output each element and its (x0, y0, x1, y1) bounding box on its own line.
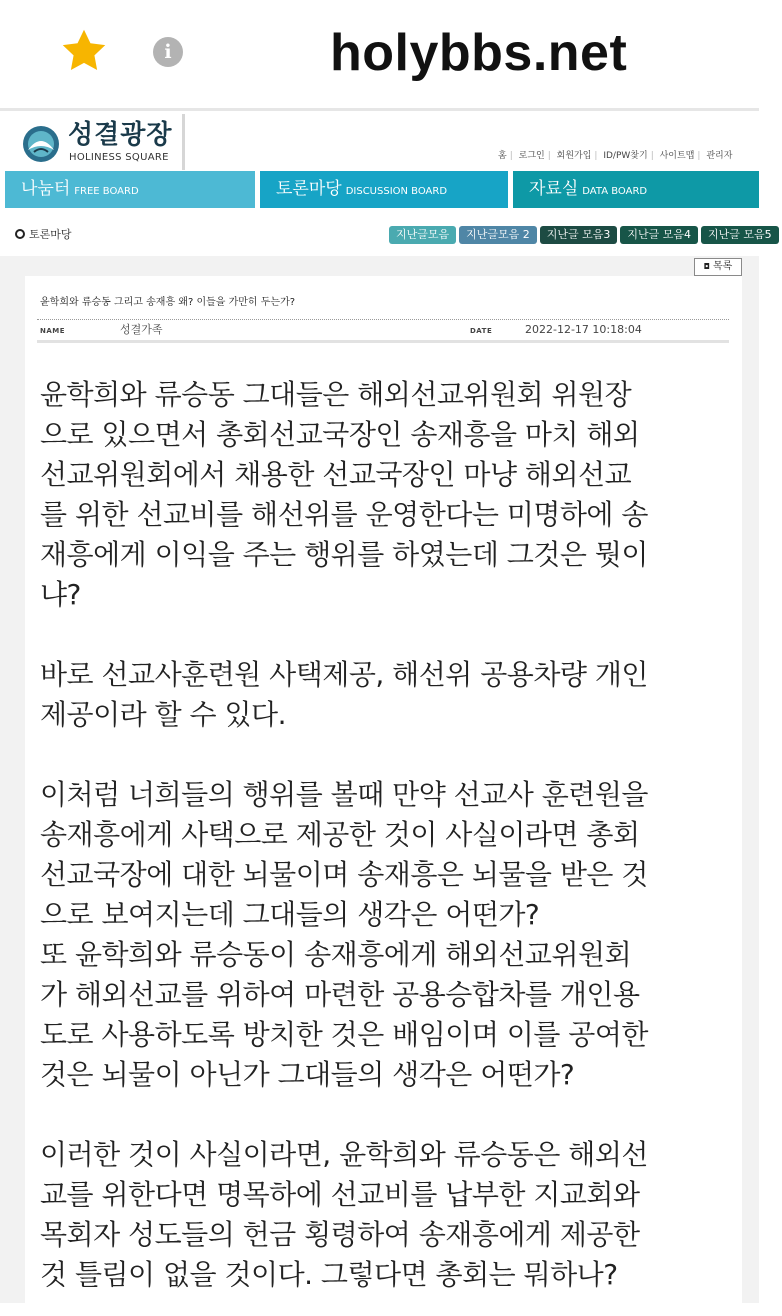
toplink-login[interactable]: 로그인 (518, 151, 545, 161)
nav-sublabel: DATA BOARD (582, 186, 648, 197)
body-line: 선교국장에 대한 뇌물이며 송재흥은 뇌물을 받은 것 (40, 858, 648, 891)
body-line: 냐? (40, 578, 81, 611)
paragraph-gap (40, 615, 740, 655)
archive-buttons (389, 226, 782, 244)
body-line: 목회자 성도들의 헌금 횡령하여 송재흥에게 제공한 (40, 1218, 640, 1251)
list-button[interactable] (694, 258, 742, 276)
top-links: 홈 | 로그인 | 회원가입 | ID/PW찾기 | 사이트맵 | 관리자 (498, 151, 733, 161)
nav-label: 토론마당 (276, 179, 342, 199)
body-line: 가 해외선교를 위하여 마련한 공용승합차를 개인용 (40, 978, 640, 1011)
author-name: 성결가족 (120, 323, 163, 336)
toplink-admin[interactable]: 관리자 (706, 151, 733, 161)
body-line: 바로 선교사훈련원 사택제공, 해선위 공용차량 개인 (40, 658, 648, 691)
list-icon: ◘ (703, 262, 710, 271)
archive-button-4[interactable]: 지난글 모음4 (620, 226, 698, 244)
nav-label: 나눔터 (21, 179, 71, 199)
header-separator (37, 340, 729, 343)
toplink-sitemap[interactable]: 사이트맵 (659, 151, 695, 161)
paragraph-gap (40, 735, 740, 775)
archive-button-5[interactable]: 지난글 모음5 (701, 226, 779, 244)
body-line: 송재흥에게 사택으로 제공한 것이 사실이라면 총회 (40, 818, 640, 851)
name-label: NAME (40, 327, 66, 335)
archive-button-1[interactable]: 지난글모음 (389, 226, 456, 244)
body-line: 이처럼 너희들의 행위를 볼때 만약 선교사 훈련원을 (40, 778, 648, 811)
body-line: 으로 있으면서 총회선교국장인 송재흥을 마치 해외 (40, 418, 640, 451)
post-body (40, 375, 740, 1295)
body-line: 도로 사용하도록 방치한 것은 배임이며 이를 공여한 (40, 1018, 648, 1051)
body-line: 선교위원회에서 채용한 선교국장인 마냥 해외선교 (40, 458, 632, 491)
nav-sublabel: FREE BOARD (74, 186, 139, 197)
body-line: 또 윤학희와 류승동이 송재흥에게 해외선교위원회 (40, 938, 632, 971)
nav-sublabel: DISCUSSION BOARD (345, 186, 448, 197)
body-line: 윤학희와 류승동 그대들은 해외선교위원회 위원장 (40, 378, 632, 411)
logo-title[interactable]: 성결광장 (68, 120, 173, 150)
logo-divider (182, 114, 185, 170)
post-date: 2022-12-17 10:18:04 (525, 323, 642, 336)
breadcrumb-label: 토론마당 (29, 228, 72, 241)
body-line: 이러한 것이 사실이라면, 윤학희와 류승동은 해외선 (40, 1138, 648, 1171)
toplink-find-id[interactable]: ID/PW찾기 (603, 151, 648, 161)
archive-button-3[interactable]: 지난글 모음3 (540, 226, 618, 244)
body-line: 교를 위한다면 명목하에 선교비를 납부한 지교회와 (40, 1178, 640, 1211)
body-line: 제공이라 할 수 있다. (40, 698, 286, 731)
browser-address-bar (0, 0, 759, 108)
dotted-divider (37, 319, 729, 320)
archive-button-2[interactable]: 지난글모음 2 (459, 226, 537, 244)
date-label: DATE (470, 327, 493, 335)
body-line: 것 틀림이 없을 것이다. 그렇다면 총회는 뭐하나? (40, 1258, 618, 1291)
bullet-icon (15, 229, 25, 239)
star-icon[interactable] (58, 26, 110, 76)
info-icon[interactable]: i (153, 37, 183, 67)
breadcrumb (15, 227, 72, 243)
body-line: 재흥에게 이익을 주는 행위를 하였는데 그것은 뭣이 (40, 538, 648, 571)
toplink-signup[interactable]: 회원가입 (556, 151, 592, 161)
body-line: 것은 뇌물이 아닌가 그대들의 생각은 어떤가? (40, 1058, 575, 1091)
body-line: 를 위한 선교비를 해선위를 운영한다는 미명하에 송 (40, 498, 648, 531)
nav-free-board[interactable] (5, 171, 255, 208)
paragraph-gap (40, 1095, 740, 1135)
list-button-label: 목록 (713, 261, 733, 272)
body-line: 으로 보여지는데 그대들의 생각은 어떤가? (40, 898, 540, 931)
nav-data-board[interactable] (513, 171, 759, 208)
logo-emblem-icon[interactable] (20, 124, 62, 164)
nav-label: 자료실 (529, 179, 579, 199)
nav-discussion-board[interactable] (260, 171, 508, 208)
toplink-home[interactable]: 홈 (498, 151, 507, 161)
post-title: 윤학희와 류승동 그리고 송재흥 왜? 이들을 가만히 두는가? (40, 297, 296, 308)
url-domain[interactable]: holybbs.net (330, 24, 628, 82)
logo-subtitle: HOLINESS SQUARE (69, 152, 169, 163)
